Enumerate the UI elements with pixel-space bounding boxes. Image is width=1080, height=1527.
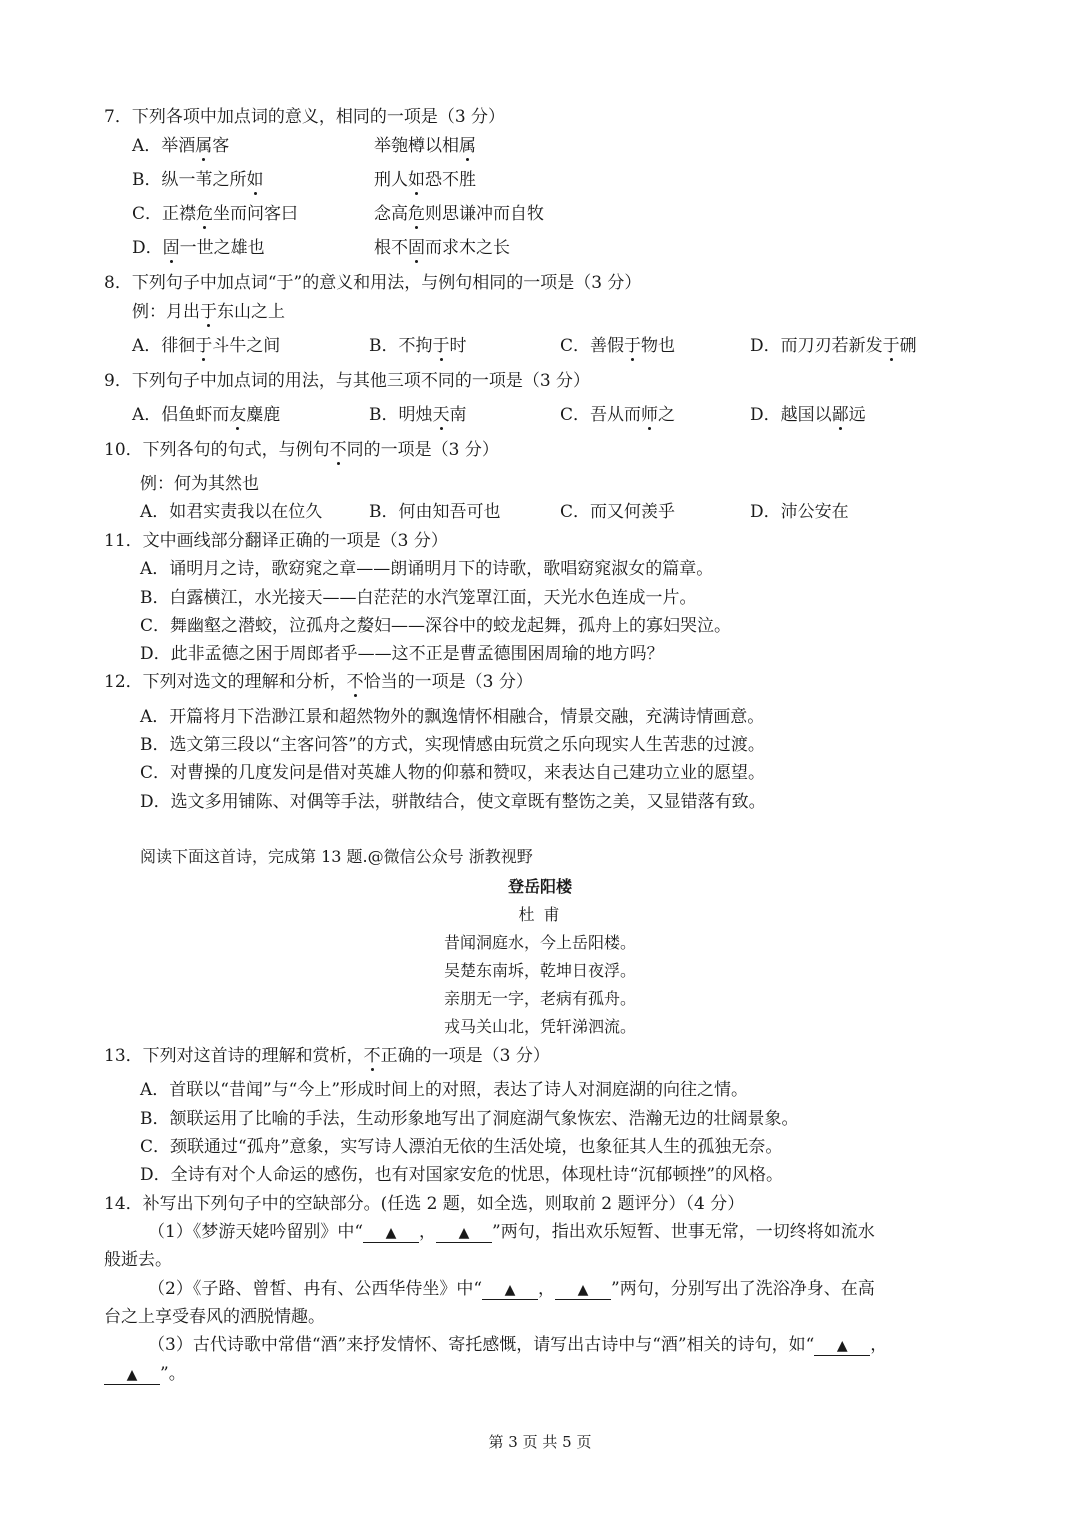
text: 明烛 [398, 405, 433, 425]
dotted-word: 师 [641, 405, 659, 425]
option-label: A． [140, 502, 170, 522]
option-label: D． [132, 238, 163, 258]
q9-option-c[interactable] [560, 404, 675, 426]
text: 正襟 [162, 204, 197, 224]
q11-option-c[interactable]: C．舞幽壑之潜蛟，泣孤舟之嫠妇——深谷中的蛟龙起舞，孤舟上的寡妇哭泣。 [140, 616, 732, 636]
text: 徘徊 [161, 336, 196, 356]
text: 时 [449, 336, 467, 356]
q9-option-d[interactable] [750, 404, 866, 426]
poem-line: 亲朋无一字，老病有孤舟。 [443, 989, 636, 1008]
option-label: A． [132, 405, 162, 425]
text: 坐而问客曰 [213, 204, 299, 224]
option-label: D． [750, 405, 781, 425]
dotted-word: 危 [408, 204, 425, 224]
text: 越国以 [780, 405, 832, 425]
q12-stem [104, 671, 533, 693]
q7-option-d[interactable] [132, 237, 510, 259]
dotted-word: 属 [459, 136, 476, 156]
dotted-word: 于 [882, 336, 900, 356]
q12-option-d[interactable]: D．选文多用铺陈、对偶等手法，骈散结合，使文章既有整饬之美，又显错落有致。 [140, 792, 766, 812]
dotted-word: 如 [408, 170, 425, 190]
q8-example [132, 301, 285, 323]
text: 侣鱼虾而 [161, 405, 230, 425]
text: ”。 [160, 1364, 186, 1384]
text: 远 [848, 405, 866, 425]
answer-blank[interactable]: ▲ [363, 1224, 419, 1243]
option-label: B． [369, 502, 399, 522]
option-label: B． [132, 170, 162, 190]
dotted-word: 固 [408, 238, 425, 258]
poem-author: 杜 甫 [518, 905, 562, 924]
text: 例：月出 [132, 302, 200, 322]
q10-option-d[interactable] [750, 501, 849, 523]
q9-option-b[interactable] [369, 404, 467, 426]
option-right [374, 203, 544, 225]
text: 10．下列各句的句式，与例句 [104, 440, 330, 460]
poem-line: 戎马关山北，凭轩涕泗流。 [443, 1017, 636, 1036]
q12-option-a[interactable]: A．开篇将月下浩渺江景和超然物外的飘逸情怀相融合，情景交融，充满诗情画意。 [140, 707, 765, 727]
dotted-word: 属 [195, 136, 213, 156]
q14-part3-cont [104, 1363, 186, 1385]
q14-part1-cont: 般逝去。 [104, 1250, 172, 1270]
q11-option-b[interactable]: B．白露横江，水光接天——白茫茫的水汽笼罩江面，天光水色连成一片。 [140, 588, 697, 608]
poem-line: 昔闻洞庭水，今上岳阳楼。 [443, 933, 636, 952]
q11-option-a[interactable]: A．诵明月之诗，歌窈窕之章——朗诵明月下的诗歌，歌唱窈窕淑女的篇章。 [140, 559, 714, 579]
dotted-word: 不 [329, 440, 347, 460]
option-label: A． [132, 136, 162, 156]
text: 念高 [374, 204, 408, 224]
text: ”两句，指出欢乐短暂、世事无常，一切终将如流水 [492, 1222, 875, 1242]
text: 一世之雄也 [179, 238, 265, 258]
text: 东山之上 [217, 302, 285, 322]
q8-option-d[interactable] [750, 335, 917, 357]
dotted-word: 不 [363, 1046, 381, 1066]
q13-stem [104, 1045, 550, 1067]
q8-option-b[interactable] [369, 335, 467, 357]
text: 如君实责我以在位久 [169, 502, 323, 522]
option-label: D． [750, 336, 781, 356]
dotted-word: 危 [196, 204, 214, 224]
text: 吾从而 [590, 405, 642, 425]
option-label: C． [132, 204, 163, 224]
text: ， [870, 1335, 888, 1355]
text: 则思谦冲而自牧 [425, 204, 544, 224]
page-footer: 第 3 页 共 5 页 [488, 1433, 592, 1451]
dotted-word: 于 [195, 336, 213, 356]
dotted-word: 友 [229, 405, 247, 425]
q8-option-c[interactable] [560, 335, 675, 357]
dotted-word: 鄙 [831, 405, 849, 425]
poem-line: 吴楚东南坼，乾坤日夜浮。 [443, 961, 636, 980]
text: 硎 [899, 336, 917, 356]
q10-option-b[interactable] [369, 501, 501, 523]
text: ， [419, 1222, 437, 1242]
q10-stem [104, 439, 499, 461]
answer-blank[interactable]: ▲ [814, 1337, 870, 1356]
q13-option-a[interactable]: A．首联以“昔闻”与“今上”形成时间上的对照，表达了诗人对洞庭湖的向往之情。 [140, 1080, 749, 1100]
text: ， [538, 1279, 556, 1299]
text: 举酒 [161, 136, 196, 156]
text: （1）《梦游天姥吟留别》中“ [148, 1222, 364, 1242]
poem-title: 登岳阳楼 [507, 877, 572, 896]
q13-option-d[interactable]: D．全诗有对个人命运的感伤，也有对国家安危的忧思，体现杜诗“沉郁顿挫”的风格。 [140, 1165, 784, 1185]
text: 麋鹿 [246, 405, 281, 425]
option-label: D． [750, 502, 781, 522]
dotted-word: 于 [432, 336, 450, 356]
text: 同的一项是（3 分） [346, 440, 499, 460]
text: 而刀刃若新发 [780, 336, 883, 356]
q10-example: 例：何为其然也 [140, 474, 259, 494]
q14-part1 [148, 1221, 875, 1243]
text: 恐不胜 [425, 170, 476, 190]
dotted-word: 于 [200, 302, 217, 322]
text: （3）古代诗歌中常借“酒”来抒发情怀、寄托感慨，请写出古诗中与“酒”相关的诗句，如“ [148, 1335, 815, 1355]
option-label: A． [132, 336, 162, 356]
q9-stem: 9．下列句子中加点词的用法，与其他三项不同的一项是（3 分） [104, 371, 591, 391]
option-label: B． [369, 336, 399, 356]
text: 正确的一项是（3 分） [380, 1046, 550, 1066]
text: 南 [449, 405, 467, 425]
text: 纵一苇之所 [161, 170, 247, 190]
q10-option-a[interactable] [140, 501, 322, 523]
answer-blank[interactable]: ▲ [482, 1281, 538, 1300]
text: 恰当的一项是（3 分） [363, 672, 533, 692]
q12-option-b[interactable]: B．选文第三段以“主客问答”的方式，实现情感由玩赏之乐向现实人生苦悲的过渡。 [140, 735, 765, 755]
option-right [374, 135, 476, 157]
dotted-word: 不 [346, 672, 364, 692]
text: 不拘 [398, 336, 433, 356]
dotted-word: 天 [432, 405, 450, 425]
option-label: B． [369, 405, 399, 425]
answer-blank[interactable]: ▲ [104, 1366, 160, 1385]
text: 12．下列对选文的理解和分析， [104, 672, 347, 692]
text: 而求木之长 [425, 238, 510, 258]
option-label: C． [560, 502, 591, 522]
q14-part2 [148, 1278, 875, 1300]
q10-option-c[interactable] [560, 501, 675, 523]
q14-part2-cont: 台之上享受春风的洒脱情趣。 [104, 1307, 325, 1327]
text: 善假 [590, 336, 625, 356]
answer-blank[interactable]: ▲ [436, 1224, 492, 1243]
q7-option-a[interactable] [132, 135, 476, 157]
q7-option-c[interactable] [132, 203, 544, 225]
text: 而又何羡乎 [590, 502, 676, 522]
poem-intro: 阅读下面这首诗，完成第 13 题.@微信公众号 浙教视野 [140, 847, 533, 866]
q13-option-c[interactable]: C．颈联通过“孤舟”意象，实写诗人漂泊无依的生活处境，也象征其人生的孤独无奈。 [140, 1137, 783, 1157]
q9-option-a[interactable] [132, 404, 280, 426]
q8-option-a[interactable] [132, 335, 280, 357]
text: 斗牛之间 [212, 336, 281, 356]
q7-stem: 7．下列各项中加点词的意义，相同的一项是（3 分） [104, 107, 506, 127]
q11-option-d[interactable]: D．此非孟德之困于周郎者乎——这不正是曹孟德围困周瑜的地方吗？ [140, 644, 664, 664]
answer-blank[interactable]: ▲ [555, 1281, 611, 1300]
text: 客 [212, 136, 230, 156]
q14-stem: 14．补写出下列句子中的空缺部分。(任选 2 题，如全选，则取前 2 题评分）（4 分） [104, 1194, 745, 1214]
q11-stem: 11．文中画线部分翻译正确的一项是（3 分） [104, 531, 448, 551]
option-right [374, 237, 510, 259]
option-label: C． [560, 336, 591, 356]
q7-option-b[interactable] [132, 169, 476, 191]
dotted-word: 如 [246, 170, 264, 190]
q12-option-c[interactable]: C．对曹操的几度发问是借对英雄人物的仰慕和赞叹，来表达自己建功立业的愿望。 [140, 763, 766, 783]
text: 物也 [641, 336, 676, 356]
text: 刑人 [374, 170, 408, 190]
text: 何由知吾可也 [398, 502, 501, 522]
text: （2）《子路、曾皙、冉有、公西华侍坐》中“ [148, 1279, 483, 1299]
q8-stem: 8．下列句子中加点词“于”的意义和用法，与例句相同的一项是（3 分） [104, 273, 642, 293]
q13-option-b[interactable]: B．颔联运用了比喻的手法，生动形象地写出了洞庭湖气象恢宏、浩瀚无边的壮阔景象。 [140, 1109, 799, 1129]
text: 13．下列对这首诗的理解和赏析， [104, 1046, 364, 1066]
dotted-word: 固 [162, 238, 180, 258]
text: 举匏樽以相 [374, 136, 459, 156]
text: 沛公安在 [780, 502, 849, 522]
q14-part3 [148, 1334, 887, 1356]
text: 根不 [374, 238, 408, 258]
option-right [374, 169, 476, 191]
text: 之 [658, 405, 676, 425]
option-label: C． [560, 405, 591, 425]
text: ”两句，分别写出了洗浴净身、在高 [611, 1279, 875, 1299]
dotted-word: 于 [624, 336, 642, 356]
